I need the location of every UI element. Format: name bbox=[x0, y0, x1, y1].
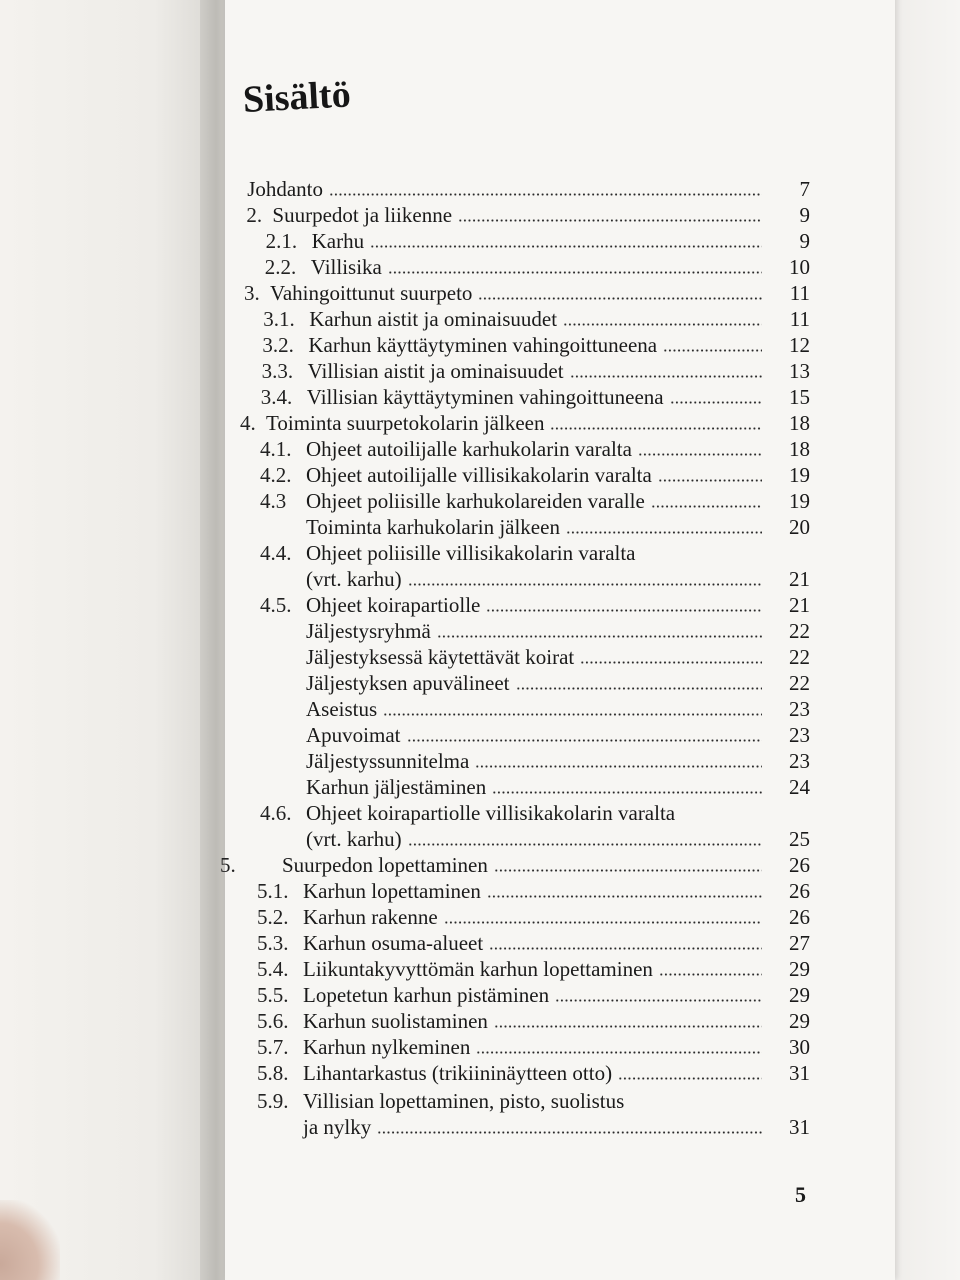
leader-dots bbox=[563, 323, 762, 326]
toc-entry-title: Jäljestysryhmä bbox=[306, 619, 431, 643]
toc-entry-number: 5.5. bbox=[257, 983, 289, 1007]
leader-dots bbox=[486, 609, 762, 612]
toc-entry-page: 11 bbox=[789, 307, 810, 331]
thumb bbox=[0, 1200, 60, 1280]
toc-entry bbox=[240, 540, 810, 566]
toc-entry-number: 5.7. bbox=[257, 1035, 289, 1059]
leader-dots bbox=[407, 739, 762, 742]
toc-entry bbox=[240, 280, 810, 306]
leader-dots bbox=[444, 921, 762, 924]
toc-entry-number: 3.4. bbox=[260, 385, 293, 409]
toc-entry bbox=[240, 358, 810, 384]
toc-entry bbox=[240, 982, 810, 1008]
toc-entry bbox=[240, 384, 810, 410]
toc-entry-title: Villisian aistit ja ominaisuudet bbox=[307, 359, 564, 383]
toc-entry bbox=[240, 488, 810, 514]
toc-entry-page: 10 bbox=[789, 255, 810, 279]
toc-entry-title: (vrt. karhu) bbox=[306, 827, 402, 851]
toc-entry-page: 26 bbox=[789, 853, 810, 877]
toc-entry-page: 27 bbox=[789, 931, 810, 955]
leader-dots bbox=[555, 999, 762, 1002]
toc-entry-number: 4.1. bbox=[260, 437, 292, 461]
toc-entry bbox=[220, 852, 810, 878]
toc-entry-title: Aseistus bbox=[306, 697, 378, 721]
toc-entry bbox=[240, 514, 810, 540]
toc-entry-number: 5.3. bbox=[257, 931, 289, 955]
toc-entry-title: Lopetetun karhun pistäminen bbox=[303, 983, 550, 1007]
toc-entry-number: 5.1. bbox=[257, 879, 289, 903]
toc-entry-page: 7 bbox=[799, 177, 810, 201]
toc-entry bbox=[240, 800, 810, 826]
toc-entry bbox=[240, 1034, 810, 1060]
toc-entry-title: Ohjeet koirapartiolle villisikakolarin varalta bbox=[306, 801, 676, 825]
toc-entry bbox=[240, 332, 810, 358]
toc-entry-page: 29 bbox=[789, 957, 810, 981]
toc-entry-page: 26 bbox=[789, 879, 810, 903]
toc-entry-page: 30 bbox=[789, 1035, 810, 1059]
leader-dots bbox=[437, 635, 762, 638]
toc-entry-page: 23 bbox=[789, 723, 810, 747]
toc-entry bbox=[240, 462, 810, 488]
toc-entry-title: Karhun jäljestäminen bbox=[306, 775, 487, 799]
toc-entry-page: 19 bbox=[789, 489, 810, 513]
page-number: 5 bbox=[795, 1182, 806, 1207]
toc-entry-title: Toiminta suurpetokolarin jälkeen bbox=[266, 411, 545, 435]
toc-entry-title: Karhun suolistaminen bbox=[303, 1009, 488, 1033]
toc-entry bbox=[240, 748, 810, 774]
leader-dots bbox=[475, 765, 762, 768]
toc-entry-number: 3.2. bbox=[262, 333, 294, 357]
toc-entry-page: 13 bbox=[789, 359, 810, 383]
toc-entry-page: 9 bbox=[799, 229, 810, 253]
leader-dots bbox=[478, 297, 762, 300]
toc-entry-page: 23 bbox=[789, 749, 810, 773]
toc-entry bbox=[240, 826, 810, 852]
toc-entry bbox=[240, 670, 810, 696]
toc-entry-page: 11 bbox=[789, 281, 810, 305]
toc-entry-number: 5. bbox=[220, 853, 236, 877]
toc-entry-title: Karhun osuma-alueet bbox=[303, 931, 484, 955]
toc-entry bbox=[240, 1008, 810, 1034]
toc-entry-title: Apuvoimat bbox=[306, 723, 401, 747]
toc-entry bbox=[240, 956, 810, 982]
toc-entry-number: 4.6. bbox=[260, 801, 292, 825]
toc-entry-page: 25 bbox=[789, 827, 810, 851]
leader-dots bbox=[492, 791, 762, 794]
leader-dots bbox=[659, 973, 762, 976]
leader-dots bbox=[658, 479, 762, 482]
toc-entry bbox=[240, 618, 810, 644]
toc-entry bbox=[240, 930, 810, 956]
toc-entry-title: Karhun rakenne bbox=[303, 905, 438, 929]
toc-entry-page: 15 bbox=[789, 385, 810, 409]
toc-entry-title: Villisian lopettaminen, pisto, suolistus bbox=[303, 1089, 625, 1113]
toc-entry-title: Lihantarkastus (trikiininäytteen otto) bbox=[303, 1061, 613, 1085]
leader-dots bbox=[408, 583, 762, 586]
toc-entry-number: 5.4. bbox=[257, 957, 289, 981]
toc-entry-title: ja nylky bbox=[303, 1115, 372, 1139]
toc-entry-number: 5.8. bbox=[257, 1061, 289, 1085]
toc-entry-title: Villisian käyttäytyminen vahingoittuneena bbox=[306, 385, 664, 409]
toc-entry-page: 18 bbox=[789, 437, 810, 461]
toc-entry bbox=[240, 254, 810, 280]
toc-entry-page: 26 bbox=[789, 905, 810, 929]
toc-entry-page: 12 bbox=[789, 333, 810, 357]
toc-entry-title: Ohjeet poliisille karhukolareiden varalle bbox=[306, 489, 645, 513]
toc-entry-number: 5.6. bbox=[257, 1009, 289, 1033]
toc-entry-number: 5.2. bbox=[257, 905, 289, 929]
toc-entry-number: 3.3. bbox=[261, 359, 294, 383]
toc-entry-title: Jäljestyksen apuvälineet bbox=[306, 671, 510, 695]
toc-entry-title: Karhun lopettaminen bbox=[303, 879, 481, 903]
toc-entry-title: Ohjeet poliisille villisikakolarin varalta bbox=[306, 541, 636, 565]
toc-entry-title: Suurpedon lopettaminen bbox=[282, 853, 488, 877]
toc-entry-title: Karhun käyttäytyminen vahingoittuneena bbox=[308, 333, 658, 357]
leader-dots bbox=[580, 661, 762, 664]
toc-entry-title: Johdanto bbox=[247, 177, 324, 201]
toc-entry-title: (vrt. karhu) bbox=[306, 567, 402, 591]
toc-entry-number: 4.2. bbox=[260, 463, 292, 487]
toc-entry-page: 22 bbox=[789, 645, 810, 669]
toc-entry-page: 9 bbox=[799, 203, 810, 227]
toc-entry bbox=[240, 306, 810, 332]
leader-dots bbox=[377, 1131, 762, 1134]
toc-entry-number: 2.2. bbox=[264, 255, 297, 279]
leader-dots bbox=[383, 713, 762, 716]
toc-entry bbox=[240, 1114, 810, 1140]
leader-dots bbox=[408, 843, 762, 846]
leader-dots bbox=[570, 375, 762, 378]
toc-entry-number: 3.1. bbox=[263, 307, 295, 331]
toc-entry-page: 31 bbox=[789, 1115, 810, 1139]
toc-entry-title: Jäljestyksessä käytettävät koirat bbox=[306, 645, 575, 669]
leader-dots bbox=[370, 245, 762, 248]
toc-entry-title: Ohjeet autoilijalle villisikakolarin varalta bbox=[306, 463, 652, 487]
toc-entry-number: 2. bbox=[246, 203, 263, 227]
page-title: Sisältö bbox=[241, 73, 352, 121]
toc-entry-page: 24 bbox=[789, 775, 810, 799]
toc-entry-number: 5.9. bbox=[257, 1089, 289, 1113]
leader-dots bbox=[494, 869, 762, 872]
toc-entry-page: 18 bbox=[789, 411, 810, 435]
toc-entry-number: 4. bbox=[240, 411, 256, 435]
leader-dots bbox=[566, 531, 762, 534]
toc-entry-title: Karhu bbox=[311, 229, 365, 253]
toc-entry-page: 20 bbox=[789, 515, 810, 539]
toc-entry-title: Suurpedot ja liikenne bbox=[272, 203, 453, 227]
toc-entry-title: Jäljestyssunnitelma bbox=[306, 749, 470, 773]
leader-dots bbox=[663, 349, 762, 352]
leader-dots bbox=[458, 219, 762, 222]
toc-entry bbox=[240, 566, 810, 592]
leader-dots bbox=[550, 427, 762, 430]
toc-entry bbox=[240, 1060, 810, 1086]
toc-entry-page: 29 bbox=[789, 983, 810, 1007]
toc-entry-page: 22 bbox=[789, 619, 810, 643]
toc-entry-title: Villisika bbox=[310, 255, 382, 279]
leader-dots bbox=[487, 895, 762, 898]
toc-entry-title: Ohjeet koirapartiolle bbox=[306, 593, 481, 617]
toc-entry-page: 21 bbox=[789, 567, 810, 591]
toc-entry-page: 19 bbox=[789, 463, 810, 487]
toc-entry-number: 3. bbox=[244, 281, 260, 305]
toc-entry bbox=[240, 904, 810, 930]
toc-entry-page: 22 bbox=[789, 671, 810, 695]
leader-dots bbox=[618, 1077, 762, 1080]
toc-entry bbox=[240, 410, 810, 436]
toc-entry-number: 4.3 bbox=[260, 489, 287, 513]
toc-entry-title: Vahingoittunut suurpeto bbox=[270, 281, 473, 305]
toc-entry bbox=[240, 644, 810, 670]
toc-entry-page: 31 bbox=[789, 1061, 810, 1085]
toc-entry bbox=[240, 436, 810, 462]
leader-dots bbox=[388, 271, 762, 274]
toc-entry-page: 21 bbox=[789, 593, 810, 617]
toc-entry-title: Ohjeet autoilijalle karhukolarin varalta bbox=[306, 437, 632, 461]
toc-entry-page: 23 bbox=[789, 697, 810, 721]
toc-entry-number: 2.1. bbox=[265, 229, 298, 253]
leader-dots bbox=[476, 1051, 762, 1054]
toc-entry bbox=[240, 592, 810, 618]
toc-entry-title: Karhun aistit ja ominaisuudet bbox=[309, 307, 558, 331]
toc-entry bbox=[240, 176, 810, 202]
toc-entry bbox=[240, 878, 810, 904]
leader-dots bbox=[516, 687, 762, 690]
leader-dots bbox=[494, 1025, 762, 1028]
leader-dots bbox=[670, 401, 762, 404]
toc-entry-title: Liikuntakyvyttömän karhun lopettaminen bbox=[303, 957, 653, 981]
leader-dots bbox=[489, 947, 762, 950]
leader-dots bbox=[638, 453, 762, 456]
leader-dots bbox=[329, 193, 762, 196]
toc-entry-page: 29 bbox=[789, 1009, 810, 1033]
toc-entry bbox=[240, 228, 810, 254]
toc-entry-number: 4.4. bbox=[260, 541, 292, 565]
toc-entry bbox=[240, 202, 810, 228]
toc-entry bbox=[240, 722, 810, 748]
toc-entry bbox=[240, 696, 810, 722]
toc-entry bbox=[240, 774, 810, 800]
toc-entry bbox=[240, 1088, 810, 1114]
toc-entry-number: 4.5. bbox=[260, 593, 292, 617]
leader-dots bbox=[651, 505, 762, 508]
toc-entry-title: Toiminta karhukolarin jälkeen bbox=[306, 515, 560, 539]
toc-entry-title: Karhun nylkeminen bbox=[303, 1035, 471, 1059]
